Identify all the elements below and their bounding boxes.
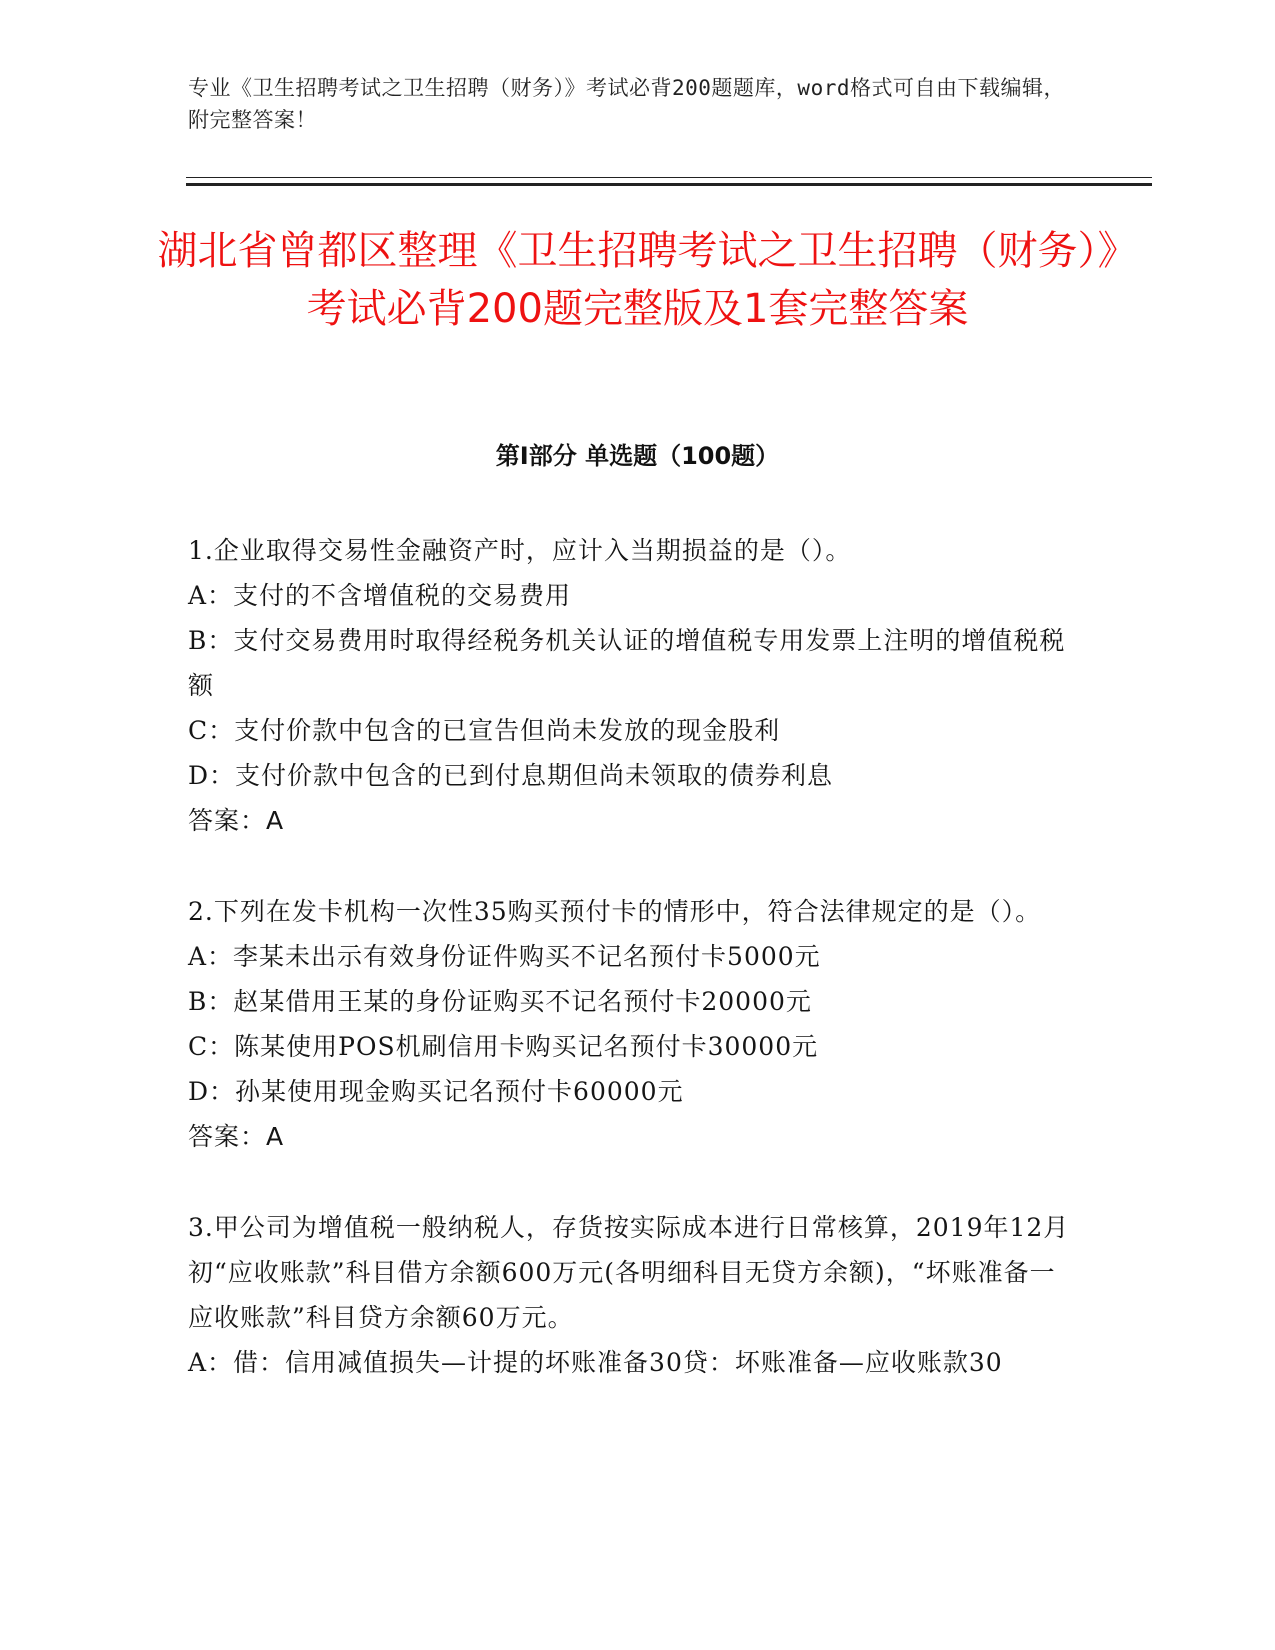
- header-divider-thin: [186, 177, 1152, 178]
- question-3: [188, 1205, 1078, 1385]
- header-divider-thick: [186, 183, 1152, 186]
- answer: 答案：A: [188, 1122, 285, 1151]
- option-d: D：孙某使用现金购买记名预付卡60000元: [188, 1077, 684, 1106]
- document-title: 湖北省曾都区整理《卫生招聘考试之卫生招聘（财务）》考试必背200题完整版及1套完整答案: [157, 228, 1118, 332]
- answer: 答案：A: [188, 806, 285, 835]
- question-list: [188, 528, 1078, 1431]
- option-b: B：支付交易费用时取得经税务机关认证的增值税专用发票上注明的增值税税额: [188, 626, 1066, 700]
- option-b: B：赵某借用王某的身份证购买不记名预付卡20000元: [188, 987, 812, 1016]
- option-c: C：支付价款中包含的已宣告但尚未发放的现金股利: [188, 716, 781, 745]
- option-a: A：李某未出示有效身份证件购买不记名预付卡5000元: [188, 942, 821, 971]
- question-1: [188, 528, 1078, 843]
- option-a: A：支付的不含增值税的交易费用: [188, 581, 572, 610]
- question-stem: 3.甲公司为增值税一般纳税人，存货按实际成本进行日常核算，2019年12月初“应收账款”科目借方余额600万元(各明细科目无贷方余额)，“坏账准备一应收账款”科目贷方余额60万元。: [188, 1213, 1070, 1332]
- question-stem: 2.下列在发卡机构一次性35购买预付卡的情形中，符合法律规定的是（）。: [188, 897, 1042, 926]
- option-d: D：支付价款中包含的已到付息期但尚未领取的债券利息: [188, 761, 834, 790]
- option-c: C：陈某使用POS机刷信用卡购买记名预付卡30000元: [188, 1032, 819, 1061]
- question-stem: 1.企业取得交易性金融资产时，应计入当期损益的是（）。: [188, 536, 852, 565]
- question-2: [188, 889, 1078, 1159]
- option-a: A：借：信用减值损失—计提的坏账准备30贷：坏账准备—应收账款30: [188, 1348, 1003, 1377]
- section-title: 第Ⅰ部分 单选题（100题）: [495, 442, 780, 470]
- header-note: 专业《卫生招聘考试之卫生招聘（财务）》考试必背200题题库，word格式可自由下载编辑，附完整答案！: [188, 76, 1065, 132]
